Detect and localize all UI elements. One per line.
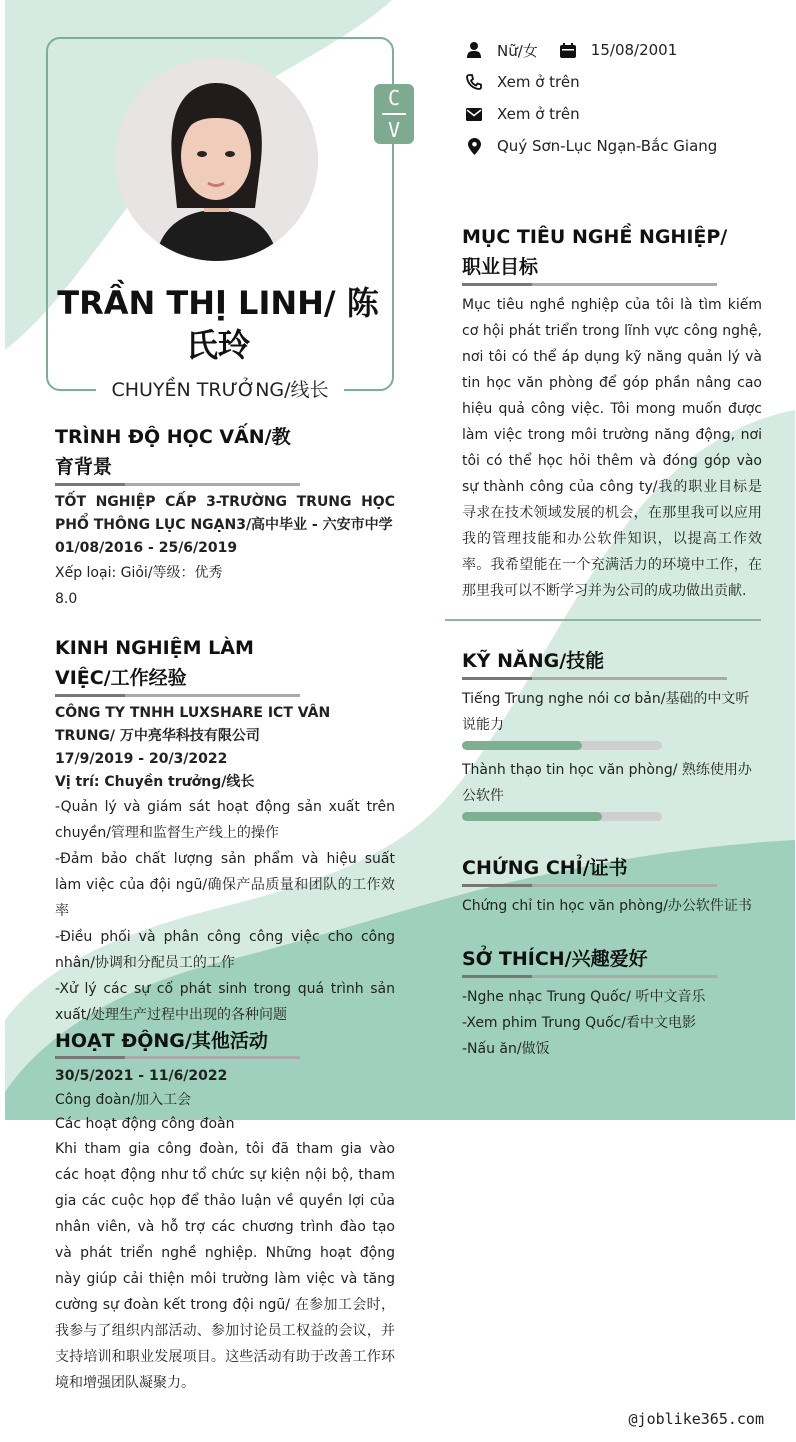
skill-bar-fill — [462, 741, 582, 750]
hobby-item: -Nghe nhạc Trung Quốc/ 听中文音乐 — [462, 989, 706, 1005]
experience-duty: -Đảm bảo chất lượng sản phẩm và hiệu suất làm việc của đội ngũ/确保产品质量和团队的工作效率 — [55, 851, 395, 919]
certificates-title: CHỨNG CHỈ/证书 — [462, 857, 628, 879]
experience-title: KINH NGHIỆM LÀM VIỆC/工作经验 — [55, 637, 254, 689]
skill-item — [462, 757, 762, 821]
contact-row-email — [464, 98, 774, 130]
hobbies-underline — [462, 975, 717, 978]
education-school: TỐT NGHIỆP CẤP 3-TRƯỜNG TRUNG HỌC PHỔ THÔNG LỤC NGẠN3/高中毕业 - 六安市中学 — [55, 494, 395, 533]
education-underline — [55, 483, 300, 486]
skill-item — [462, 686, 762, 750]
cv-badge-letter-v: V — [387, 118, 401, 142]
objective-title: MỤC TIÊU NGHỀ NGHIỆP/职业目标 — [462, 226, 728, 278]
experience-position: Vị trí: Chuyền trưởng/线长 — [55, 774, 255, 790]
activities-section — [55, 1065, 395, 1396]
contact-row-address — [464, 130, 774, 162]
hobbies-title: SỞ THÍCH/兴趣爱好 — [462, 948, 648, 970]
education-grade: Xếp loại: Giỏi/等级：优秀 — [55, 565, 223, 581]
activities-description: Khi tham gia công đoàn, tôi đã tham gia vào các hoạt động như tổ chức sự kiện nội bộ, tham gia các cuộc họp để thảo luận về quyền lợi của nhân viên, và hỗ trợ các chương trình đào tạo và phát triển nghề nghiệp. Những hoạt động này giúp cải thiện môi trường làm việc và tăng cường sự đoàn kết trong đội ngũ/ 在参加工会时，我参与了组织内部活动、参加讨论员工权益的会议，并支持培训和职业发展项目。这些活动有助于改善工作环境和增强团队凝聚力。 — [55, 1141, 395, 1391]
footer-watermark: @joblike365.com — [628, 1410, 764, 1428]
activities-dates: 30/5/2021 - 11/6/2022 — [55, 1068, 228, 1084]
objective-text: Mục tiêu nghề nghiệp của tôi là tìm kiếm cơ hội phát triển trong lĩnh vực công nghệ, nơi tôi có thể áp dụng kỹ năng quản lý và tin học văn phòng để góp phần nâng cao hiệu quả công việc. Tôi mong muốn được làm việc trong môi trường năng động, nơi tôi có thể học hỏi thêm và đóng góp vào sự thành công của công ty/我的职业目标是寻求在技术领域发展的机会，在那里我可以应用我的管理技能和办公软件知识，以提高工作效率。我希望能在一个充满活力的环境中工作，在那里我可以不断学习并为公司的成功做出贡献. — [462, 297, 762, 599]
candidate-name: TRẦN THỊ LINH/ 陈氏玲 — [57, 284, 379, 364]
certificate-item: Chứng chỉ tin học văn phòng/办公软件证书 — [462, 898, 752, 914]
experience-duty: -Xử lý các sự cố phát sinh trong quá trình sản xuất/处理生产过程中出现的各种问题 — [55, 981, 395, 1023]
user-icon — [464, 40, 484, 60]
avatar — [115, 58, 318, 261]
activities-org: Công đoàn/加入工会 — [55, 1092, 192, 1108]
hobby-item: -Nấu ăn/做饭 — [462, 1041, 550, 1057]
skill-bar-fill — [462, 812, 602, 821]
education-dates: 01/08/2016 - 25/6/2019 — [55, 540, 238, 556]
experience-section — [55, 702, 395, 1028]
objective-underline — [462, 283, 717, 286]
hobby-item: -Xem phim Trung Quốc/看中文电影 — [462, 1015, 696, 1031]
contact-row-phone — [464, 66, 774, 98]
location-pin-icon — [464, 136, 484, 156]
skills-title: KỸ NĂNG/技能 — [462, 650, 605, 672]
hobbies-list — [462, 984, 762, 1062]
phone-value: Xem ở trên — [497, 73, 580, 91]
certificates-underline — [462, 884, 717, 887]
skill-name: Thành thạo tin học văn phòng/ 熟练使用办公软件 — [462, 762, 752, 804]
contact-info — [464, 34, 774, 162]
education-title: TRÌNH ĐỘ HỌC VẤN/教育背景 — [55, 426, 291, 478]
cv-badge — [374, 84, 414, 144]
contact-row-personal — [464, 34, 774, 66]
email-value: Xem ở trên — [497, 105, 580, 123]
experience-company: CÔNG TY TNHH LUXSHARE ICT VÂN TRUNG/ 万中亮华科技有限公司 — [55, 705, 331, 744]
activities-underline — [55, 1056, 300, 1059]
gender-value: Nữ/女 — [497, 41, 538, 60]
skill-name: Tiếng Trung nghe nói cơ bản/基础的中文听说能力 — [462, 691, 750, 733]
education-score: 8.0 — [55, 591, 78, 607]
phone-icon — [464, 72, 484, 92]
cv-badge-divider — [382, 113, 406, 115]
activities-subtitle: Các hoạt động công đoàn — [55, 1116, 235, 1132]
education-section — [55, 491, 395, 612]
skill-bar — [462, 812, 662, 821]
skill-bar — [462, 741, 662, 750]
candidate-role: CHUYỀN TRƯỞNG/线长 — [96, 376, 344, 404]
mail-icon — [464, 104, 484, 124]
birthdate-value: 15/08/2001 — [590, 41, 678, 59]
calendar-icon — [558, 40, 578, 60]
experience-duty: -Điều phối và phân công công việc cho công nhân/协调和分配员工的工作 — [55, 929, 395, 971]
section-divider — [445, 619, 761, 621]
cv-badge-letter-c: C — [387, 86, 401, 110]
experience-duty: -Quản lý và giám sát hoạt động sản xuất trên chuyền/管理和监督生产线上的操作 — [55, 799, 395, 841]
skills-underline — [462, 677, 727, 680]
activities-title: HOẠT ĐỘNG/其他活动 — [55, 1030, 268, 1052]
experience-dates: 17/9/2019 - 20/3/2022 — [55, 751, 228, 767]
address-value: Quý Sơn-Lục Ngạn-Bắc Giang — [497, 137, 718, 155]
experience-underline — [55, 694, 300, 697]
